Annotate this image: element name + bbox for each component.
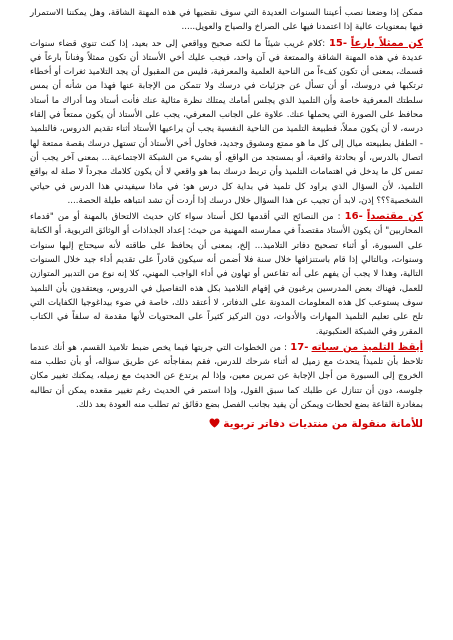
article-body xyxy=(30,6,423,432)
section-body: : من الخطوات التي جربتها فيما يخص ضبط تلاميذ القسم، هو أنك عندما تلاحظ بأن تلميذاً يتحدث مع زميل له أثناء شرحك للدرس، فقم بمفاجأته عن طريق سؤاله، أو بأن تطلب منه الخروج إلى السبورة من أجل الإجابة عن تمرين معين، وإذا لم يرتدع عن الحديث مع زميله، يمكنك تغيير مكان جلوسه، دون أن تتنازل عن طلبك كما سبق القول، وإذا استمر في الحديث رغم تغيير مقعده يمكن أن تطالبه بمغادرة القاعة بضع لحظات ويمكن أن يفيد بجانب الفصل بضع دقائق ثم تطلب منه العودة بعد ذلك. xyxy=(30,342,423,411)
section-16 xyxy=(30,210,423,339)
intro-paragraph: ممكن إذا وضعنا نصب أعيننا السنوات العديدة التي سوف نقضيها في هذه المهنة الشاقة، وهل يمكننا الاستمرار فيها بمعنويات عالية إذا اعتمدنا فيها على الصراخ والصياح والعويل..... xyxy=(30,8,423,33)
section-number: 15- xyxy=(328,37,348,49)
section-title: كن مقتصداً xyxy=(366,211,424,223)
section-16-heading xyxy=(345,212,423,222)
section-17-heading xyxy=(290,343,423,353)
section-17 xyxy=(30,341,423,412)
section-number: 16- xyxy=(344,211,363,223)
section-number: 17- xyxy=(290,341,309,353)
section-15 xyxy=(30,37,423,209)
source-credit-text: للأمانة منقولة من منتديات دفاتر تربوية xyxy=(223,418,423,431)
source-credit xyxy=(30,416,423,432)
section-body: : من النصائح التي أقدمها لكل أستاذ سواء كان حديث الالتحاق بالمهنة أو من "قدماء المحاربين" أن يكون الأستاذ مقتصداً في ممارسته المهنية من حيث: إعداد الجذاذات أو الوثائق التربوية، أو الكتابة على السبورة، أو أثناء تصحيح دفاتر التلاميذ... إلخ، بمعنى أن يحافظ على طاقته لأنه سيحتاج إليها سنوات وسنوات، وبالتالي إذا قام باستنزافها خلال سنة فلا أضمن أنه سيكون قادراً على تقديم أداء جيد خلال السنوات التالية، وهذا لا يجب أن يفهم على أنه تقاعس أو تهاون في أداء الواجب المهني، كلا إنه نوع من التدبير المتوازن للعمل، فهناك بعض المدرسين يرغبون في إفهام التلاميذ بكل هذه التفاصيل في الدروس، ويعتقدون بأن التلميذ سوف يستوعب كل هذه المعلومات المدونة على الدفاتر، لا أعتقد ذلك، خاصة في ضوء بيداغوجيا الكفايات التي تلح على تعليم التلميذ المهارات والأدوات، دون التركيز كثيراً على المحتويات لأنها مقدمة له سلفاً في الكتاب المقرر وفي الشبكة العنكبوتية. xyxy=(30,212,423,337)
section-body: :كلام غريب شيئاً ما لكنه صحيح وواقعي إلى حد بعيد، إذا كنت تنوي قضاء سنوات عديدة في هذه المهنة الشاقة والممتعة في آن واحد، فيجب عليك أخي الأستاذ أن تكون ممثلاً وفناناً بارعاً في قسمك، بمعنى أن تكون كفءاً من الناحية العلمية والمعرفية، فليس من المقبول أن يجد التلاميذ ثغرات أو أخطاء ترتكبها في دروسك، أو أن تسأل عن جزئيات في درسك ولا تتمكن من الإجابة عنها فهذا من شأنه أن يمس سلطتك المعرفية خاصة وأن التلميذ الذي يجلس أمامك يمتلك نظرة مثالية عنك فأنت أستاذ وما أدراك ما أستاذ محافظ على الصورة التي يحملها عنك. علاوة على الجانب المعرفي، يجب على الأستاذ أن يكون ممتعاً في إلقاء درسه، لا أن يكون مملاً، فطبيعة التلميذ من الناحية النفسية يجب أن يراعيها الأستاذ أثناء تقديم الدروس، فالتلميذ - الطفل بطبيعته ميال إلى كل ما هو ممتع ومشوق وجديد، فحاول أخي الأستاذ أن تستهل درسك بقصة ممتعة لها اتصال بالدرس، أو بحادثة واقعية، أو بمستجد من الواقع، أو بشيء من الشبكة الاجتماعية... بمعنى آخر يجب أن تمس كل ما يدخل في اهتمامات التلميذ وأن تربط درسك بما هو واقعي لا أن يكون كلامك مجرداً لا صلة له بواقع التلميذ، لأن السؤال الذي يراود كل تلميذ في بداية كل درس هو: في ماذا سيفيدني هذا الدرس في حياتي الشخصية؟؟؟ إذن، لابد أن تجيب عن هذا السؤال خلال درسك إذا أردت أن تشد انتباهه طيلة الحصة.... xyxy=(30,38,423,206)
heart-icon xyxy=(209,418,220,428)
section-title: أيقظ التلميذ من سباته xyxy=(311,341,424,353)
section-15-heading xyxy=(329,39,423,49)
section-title: كن ممثلاً بارعاً xyxy=(350,37,424,49)
